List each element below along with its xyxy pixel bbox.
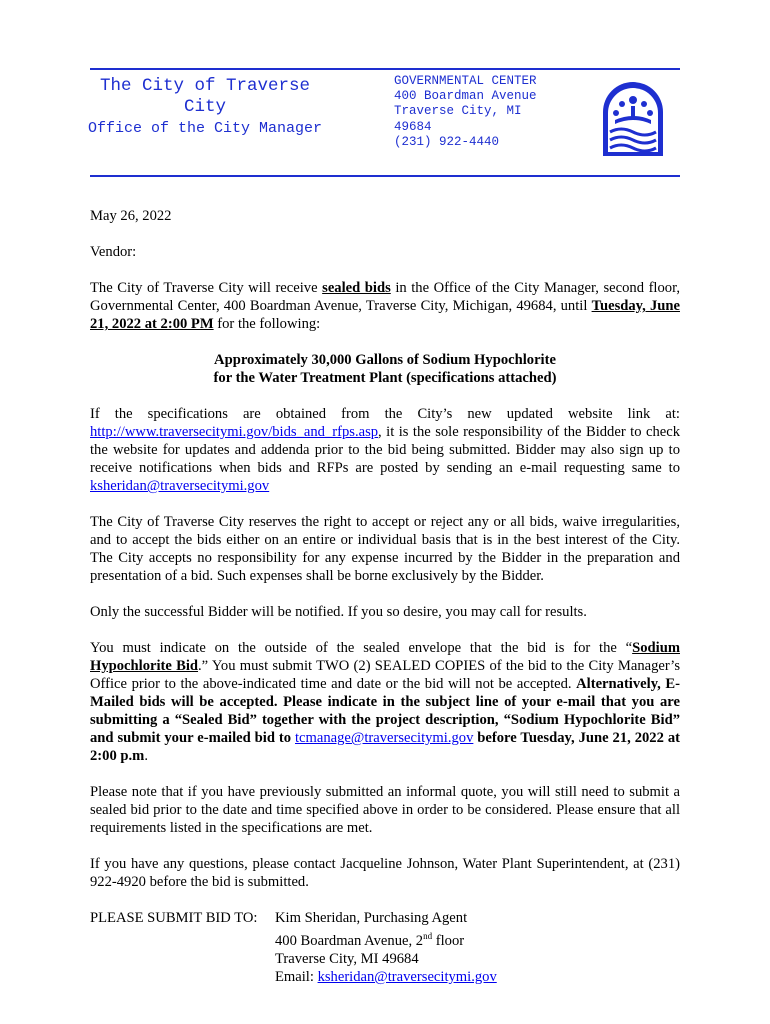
ksheridan-email-link[interactable]: ksheridan@traversecitymi.gov (90, 478, 270, 494)
address-zip: 49684 (394, 119, 432, 134)
tcmanage-email-link[interactable]: tcmanage@traversecitymi.gov (295, 730, 474, 746)
specifications-paragraph (90, 405, 680, 495)
envelope-text-b: .” You must submit TWO (2) SEALED COPIES of the bid to the City Manager’s Office prior to the above-indicated time and date or the bid will not be accepted. (90, 658, 680, 692)
city-name-line1: The City of Traverse (99, 76, 311, 96)
address-building: GOVERNMENTAL CENTER (394, 74, 537, 88)
header-bottom-rule (90, 175, 680, 177)
letterhead-address (394, 74, 537, 150)
address-street: 400 Boardman Avenue (394, 89, 537, 104)
salutation: Vendor: (90, 244, 137, 260)
submit-email-link[interactable]: ksheridan@traversecitymi.gov (317, 968, 497, 985)
city-seal-icon (601, 82, 665, 158)
letter-date: May 26, 2022 (90, 208, 172, 224)
notified-paragraph: Only the successful Bidder will be notified. If you so desire, you may call for results. (90, 604, 587, 620)
envelope-paragraph (90, 639, 680, 765)
reserves-paragraph: The City of Traverse City reserves the right to accept or reject any or all bids, waive irregularities, and to accept the bids either on an entire or individual basis that is in the best interest of the City. The City accepts no responsibility for any expense incurred by the Bidder in the preparation and presentation of a bid. Such expenses shall be borne exclusively by the Bidder. (90, 514, 680, 584)
informal-quote-paragraph: Please note that if you have previously submitted an informal quote, you will still need to submit a sealed bid prior to the date and time specified above in order to be considered. Please ensure that all requirements listed in the specifications are met. (90, 784, 680, 836)
submit-city: Traverse City, MI 49684 (275, 950, 419, 967)
address-city-state: Traverse City, MI (394, 104, 522, 119)
submit-street-floor: floor (432, 932, 465, 949)
submit-address (275, 909, 497, 986)
submit-street-text: 400 Boardman Avenue, 2 (275, 932, 424, 949)
spec-text-a: If the specifications are obtained from the City’s new updated website link at: (90, 406, 680, 422)
submit-label: PLEASE SUBMIT BID TO: (90, 910, 258, 926)
emailed-deadline: before Tuesday, June 21, 2022 at 2:00 p.m (90, 730, 680, 764)
bid-name-emphasis: Sodium Hypochlorite Bid (90, 640, 680, 674)
emailed-bids-notice: Alternatively, E-Mailed bids will be accepted. Please indicate in the subject line of your e-mail that you are submitting a “Sealed Bid” together with the project description, “Sodium Hypochlorite Bid” and submit your e-mailed bid to (90, 676, 680, 746)
intro-text-c: for the following: (213, 316, 321, 332)
letter-body (90, 207, 680, 986)
spec-text-b: , it is the sole responsibility of the Bidder to check the website for updates and addenda prior to the bid being submitted. Bidder may also sign up to receive notifications when bids and RFPs are posted by sending an e-mail requesting same to (90, 424, 680, 476)
submit-name: Kim Sheridan, Purchasing Agent (275, 910, 468, 926)
submit-email-label: Email: (275, 968, 318, 985)
envelope-text-a: You must indicate on the outside of the sealed envelope that the bid is for the “ (90, 640, 633, 656)
envelope-text-end: . (144, 748, 148, 764)
header-top-rule (90, 68, 680, 70)
subject-line-1: Approximately 30,000 Gallons of Sodium Hypochlorite (214, 352, 556, 368)
submit-email-line (275, 968, 497, 986)
subject-line-2: for the Water Treatment Plant (specifications attached) (213, 370, 557, 386)
submit-street-suffix: nd (423, 931, 433, 941)
address-phone: (231) 922-4440 (394, 134, 500, 149)
deadline-emphasis: Tuesday, June 21, 2022 at 2:00 PM (90, 298, 680, 332)
letterhead-title (70, 76, 340, 139)
office-name: Office of the City Manager (87, 120, 323, 137)
sealed-bids-emphasis: sealed bids (322, 280, 391, 296)
bids-website-link[interactable]: http://www.traversecitymi.gov/bids_and_rfps.asp (90, 424, 379, 440)
intro-paragraph (90, 279, 680, 333)
city-name-line2: City (183, 97, 226, 117)
intro-text-a: The City of Traverse City will receive (90, 280, 323, 296)
questions-paragraph: If you have any questions, please contact Jacqueline Johnson, Water Plant Superintendent, at (231) 922-4920 before the bid is submitted. (90, 856, 680, 890)
submit-street (275, 927, 497, 950)
submit-bid-block (90, 909, 680, 986)
intro-text-b: in the Office of the City Manager, second floor, Governmental Center, 400 Boardman Avenue, Traverse City, Michigan, 49684, until (90, 280, 681, 314)
